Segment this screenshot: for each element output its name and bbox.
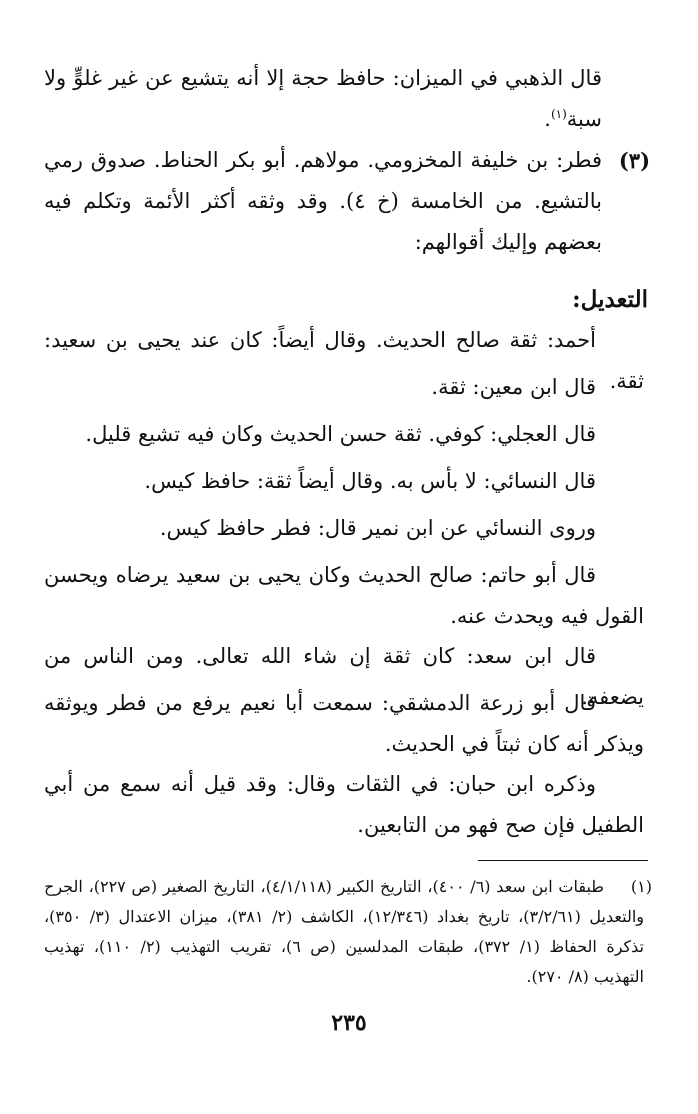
paragraph-abu-zura: قال أبو زرعة الدمشقي: سمعت أبا نعيم يرفع من فطر ويوثقه ويذكر أنه كان ثبتاً في الحديث. (44, 691, 644, 756)
top-paragraph-text: قال الذهبي في الميزان: حافظ حجة إلا أنه يتشيع عن غير غلوٍّ ولا سبة (44, 66, 602, 131)
paragraph-nasai-ibn-numair: وروى النسائي عن ابن نمير قال: فطر حافظ كيس. (159, 516, 596, 540)
paragraph-ijli: قال العجلي: كوفي. ثقة حسن الحديث وكان فيه تشيع قليل. (85, 422, 596, 446)
entry-number: (٣) (618, 148, 650, 173)
entry-paragraph: فطر: بن خليفة المخزومي. مولاهم. أبو بكر الحناط. صدوق رمي بالتشيع. من الخامسة (خ ٤). وقد وثقه أكثر الأئمة وتكلم فيه بعضهم وإليك أقوالهم: (44, 148, 602, 254)
paragraph-ibn-saad: قال ابن سعد: كان ثقة إن شاء الله تعالى. ومن الناس من يضعفه. (44, 644, 644, 709)
top-paragraph-end: . (544, 107, 551, 131)
paragraph-nasai: قال النسائي: لا بأس به. وقال أيضاً ثقة: حافظ كيس. (144, 469, 596, 493)
section-heading: التعديل: (572, 286, 648, 313)
paragraph-abu-hatim: قال أبو حاتم: صالح الحديث وكان يحيى بن سعيد يرضاه ويحسن القول فيه ويحدث عنه. (44, 563, 644, 628)
paragraph-ibn-maeen: قال ابن معين: ثقة. (431, 375, 596, 399)
footnote-text: طبقات ابن سعد (٦/ ٤٠٠)، التاريخ الكبير (٤/١/١١٨)، التاريخ الصغير (ص ٢٢٧)، الجرح والتعديل (٣/٢/٦١)، تاريخ بغداد (١٢/٣٤٦)، الكاشف (٢/ ٣٨١)، ميزان الاعتدال (٣/ ٣٥٠)، تذكرة الحفاظ (١/ ٣٧٢)، طبقات المدلسين (ص ٦)، تقريب التهذيب (٢/ ١١٠)، تهذيب التهذيب (٨/ ٢٧٠). (44, 877, 644, 986)
top-paragraph (44, 58, 602, 140)
paragraph-ibn-hibban: وذكره ابن حبان: في الثقات وقال: وقد قيل أنه سمع من أبي الطفيل فإن صح فهو من التابعين. (44, 772, 644, 837)
footnote-divider (478, 860, 648, 861)
footnote-ref-marker: (١) (550, 107, 567, 121)
footnote-number: (١) (630, 877, 652, 896)
paragraph-ahmad: أحمد: ثقة صالح الحديث. وقال أيضاً: كان عند يحيى بن سعيد: ثقة. (44, 328, 644, 393)
page-number: ٢٣٥ (331, 1010, 367, 1036)
